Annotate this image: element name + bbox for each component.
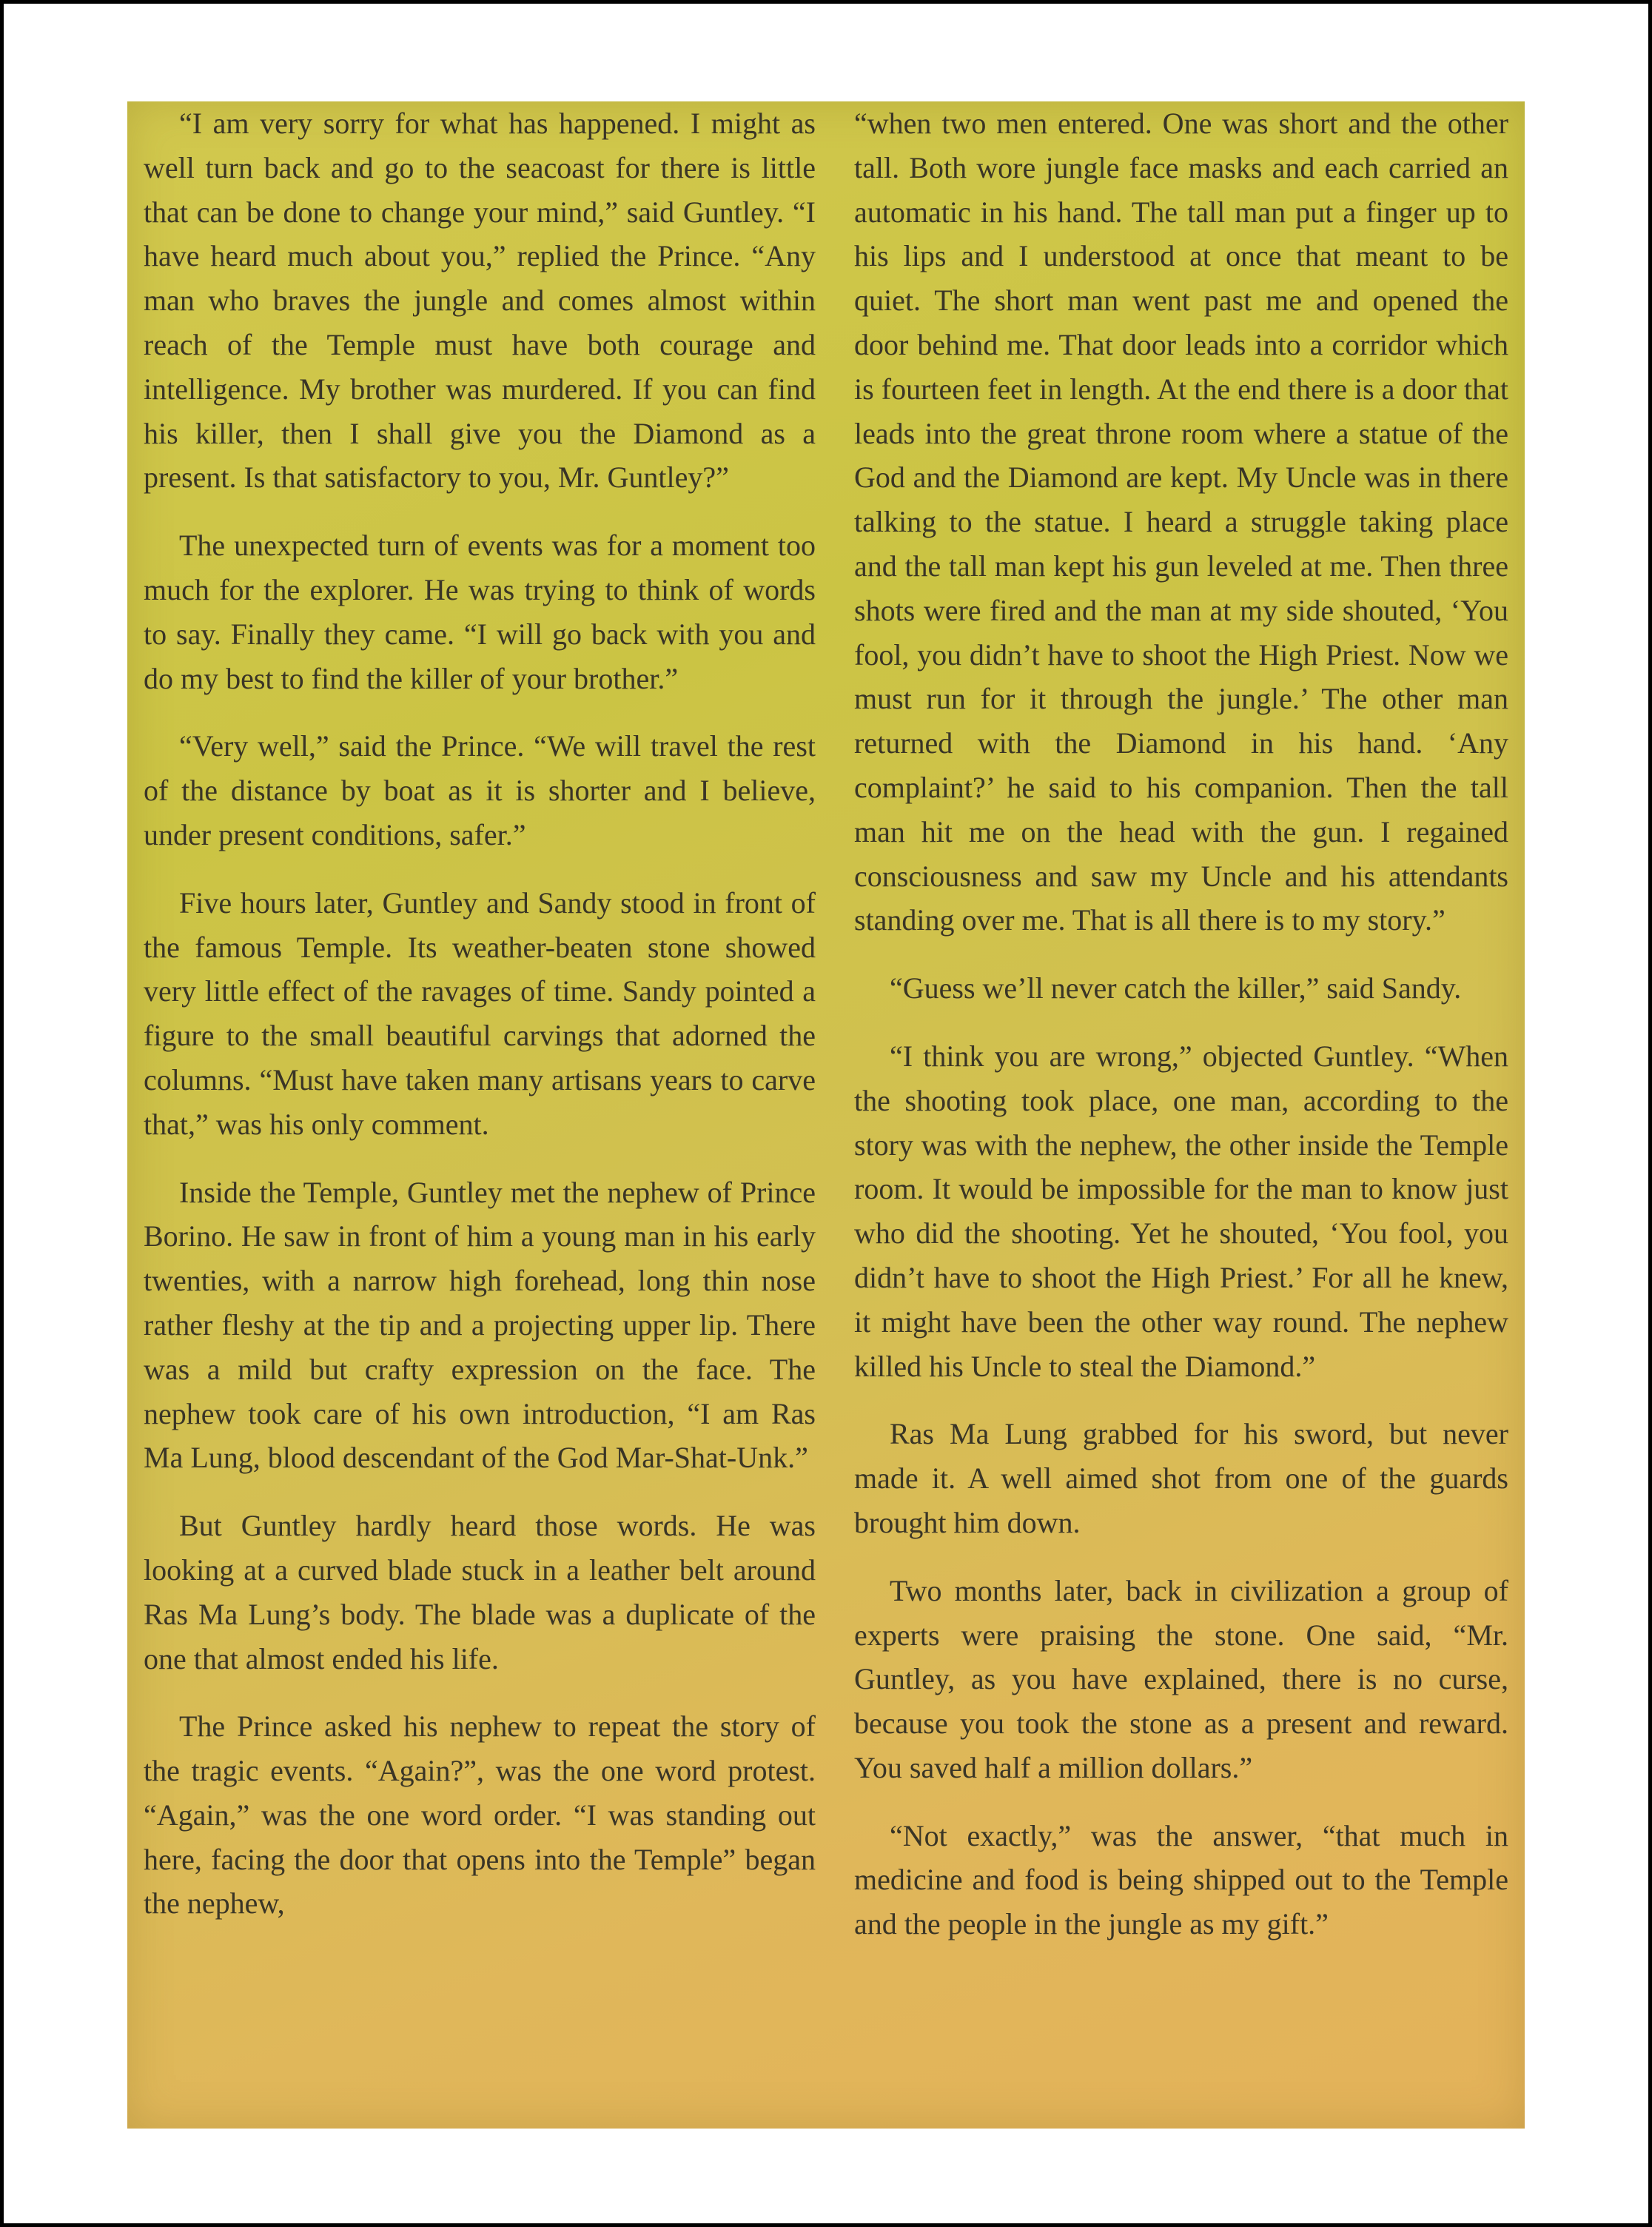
paragraph: “I am very sorry for what has happened. I might as well turn back and go to the seacoast for there is little that can be done to change your mind,” said Guntley. “I have heard much about you,” replied the Prince. “Any man who braves the jungle and comes almost within reach of the Temple must have both courage and intelligence. My brother was murdered. If you can find his killer, then I shall give you the Diamond as a present. Is that satisfactory to you, Mr. Guntley?” xyxy=(144,107,816,495)
paragraph: “Very well,” said the Prince. “We will travel the rest of the distance by boat as it is shorter and I believe, under present conditions, safer.” xyxy=(144,729,816,851)
paragraph: Inside the Temple, Guntley met the nephew of Prince Borino. He saw in front of him a young man in his early twenties, with a narrow high forehead, long thin nose rather fleshy at the tip and a projecting upper lip. There was a mild but crafty expression on the face. The nephew took care of his own introduction, “I am Ras Ma Lung, blood descendant of the God Mar-Shat-Unk.” xyxy=(144,1175,816,1475)
left-column xyxy=(138,101,822,2129)
paragraph: “Guess we’ll never catch the killer,” said Sandy. xyxy=(890,971,1462,1005)
paragraph: “when two men entered. One was short and the other tall. Both wore jungle face masks and each carried an automatic in his hand. The tall man put a finger up to his lips and I understood at once that meant to be quiet. The short man went past me and opened the door behind me. That door leads into a corridor which is fourteen feet in length. At the end there is a door that leads into the great throne room where a statue of the God and the Diamond are kept. My Uncle was in there talking to the statue. I heard a struggle taking place and the tall man kept his gun leveled at me. Then three shots were fired and the man at my side shouted, ‘You fool, you didn’t have to shoot the High Priest. Now we must run for it through the jungle.’ The other man returned with the Diamond in his hand. ‘Any complaint?’ he said to his companion. Then the tall man hit me on the head with the gun. I regained consciousness and saw my Uncle and his attendants standing over me. That is all there is to my story.” xyxy=(854,107,1508,937)
paragraph: Two months later, back in civilization a group of experts were praising the stone. One said, “Mr. Guntley, as you have explained, there is no curse, because you took the stone as a present and reward. You saved half a million dollars.” xyxy=(854,1573,1508,1784)
paragraph: “I think you are wrong,” objected Guntley. “When the shooting took place, one man, according to the story was with the nephew, the other inside the Temple room. It would be impossible for the man to know just who did the shooting. Yet he shouted, ‘You fool, you didn’t have to shoot the High Priest.’ For all he knew, it might have been the other way round. The nephew killed his Uncle to steal the Diamond.” xyxy=(854,1039,1508,1383)
right-column xyxy=(848,101,1514,2129)
paragraph: Five hours later, Guntley and Sandy stood in front of the famous Temple. Its weather-beaten stone showed very little effect of the ravages of time. Sandy pointed a figure to the small beautiful carvings that adorned the columns. “Must have taken many artisans years to carve that,” was his only comment. xyxy=(144,885,816,1141)
paragraph: The Prince asked his nephew to repeat the story of the tragic events. “Again?”, was the one word protest. “Again,” was the one word order. “I was standing out here, facing the door that opens into the Temple” began the nephew, xyxy=(144,1709,816,1920)
paragraph: “Not exactly,” was the answer, “that much in medicine and food is being shipped out to the Temple and the people in the jungle as my gift.” xyxy=(854,1818,1508,1941)
paragraph: The unexpected turn of events was for a moment too much for the explorer. He was trying to think of words to say. Finally they came. “I will go back with you and do my best to find the killer of your brother.” xyxy=(144,529,816,695)
paragraph: But Guntley hardly heard those words. He was looking at a curved blade stuck in a leather belt around Ras Ma Lung’s body. The blade was a duplicate of the one that almost ended his life. xyxy=(144,1509,816,1675)
scanned-page xyxy=(127,101,1525,2129)
paragraph: Ras Ma Lung grabbed for his sword, but never made it. A well aimed shot from one of the guards brought him down. xyxy=(854,1417,1508,1539)
